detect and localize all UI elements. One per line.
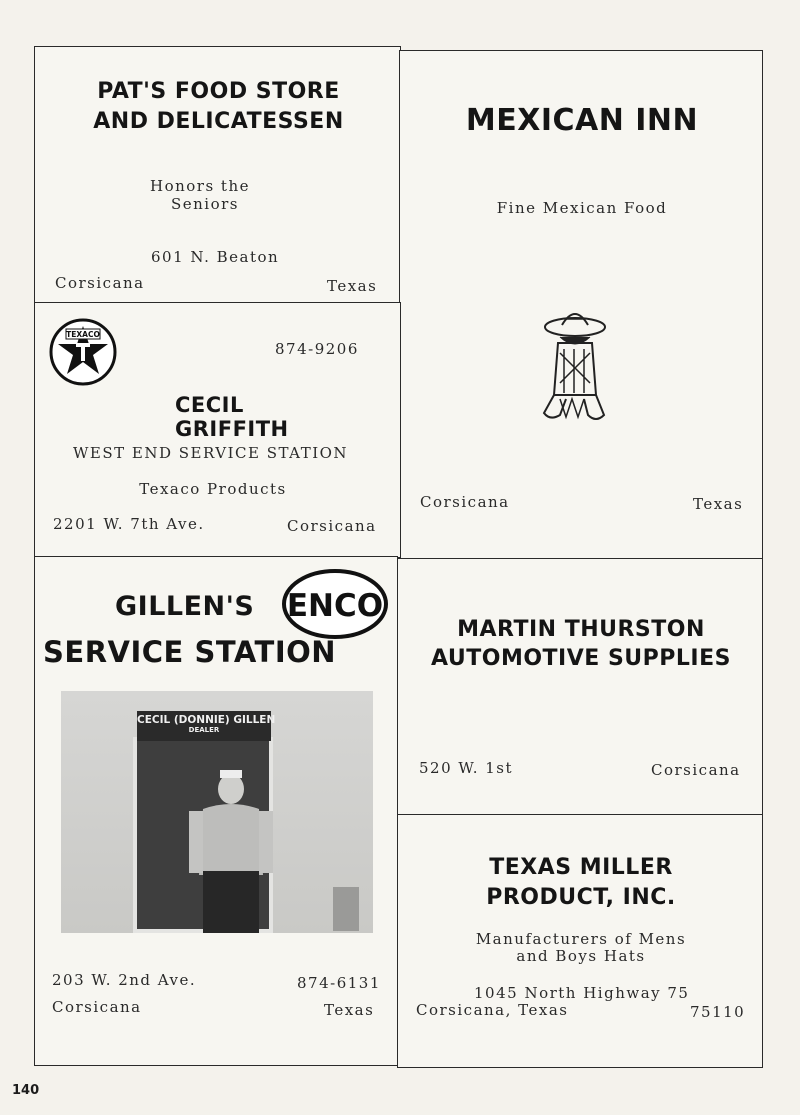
gillens-title-line1: GILLEN'S	[115, 591, 255, 622]
miller-desc-line2: and Boys Hats	[516, 947, 646, 965]
pats-address: 601 N. Beaton	[151, 248, 280, 266]
mexican-state: Texas	[693, 495, 744, 513]
cecil-city: Corsicana	[287, 517, 377, 535]
miller-city: Corsicana, Texas	[416, 1001, 569, 1019]
gillens-address: 203 W. 2nd Ave.	[52, 971, 197, 989]
cecil-phone: 874-9206	[275, 340, 359, 358]
gillens-title-line2: SERVICE STATION	[43, 635, 337, 669]
martin-address: 520 W. 1st	[419, 759, 513, 777]
martin-thurston-ad	[397, 558, 763, 816]
cecil-address: 2201 W. 7th Ave.	[53, 515, 205, 533]
cecil-products: Texaco Products	[139, 480, 287, 498]
martin-title-line1: MARTIN THURSTON	[457, 617, 705, 642]
cecil-griffith-ad	[34, 302, 401, 558]
photo-right-wall-detail	[333, 887, 359, 931]
pats-state: Texas	[327, 277, 378, 295]
pats-tagline-line2: Seniors	[170, 195, 239, 213]
martin-title-line2: AUTOMOTIVE SUPPLIES	[431, 646, 731, 671]
enco-logo	[281, 567, 389, 641]
pats-city: Corsicana	[55, 274, 145, 292]
miller-desc-line1: Manufacturers of Mens	[475, 930, 687, 948]
page-number: 140	[12, 1083, 40, 1098]
pats-food-store-ad	[34, 46, 401, 304]
miller-title-line2: PRODUCT, INC.	[486, 885, 676, 910]
miller-address: 1045 North Highway 75	[474, 984, 690, 1002]
photo-sign-sub: DEALER	[188, 726, 220, 734]
enco-logo-text: ENCO	[286, 588, 384, 624]
martin-city: Corsicana	[651, 761, 741, 779]
miller-zip: 75110	[690, 1003, 746, 1021]
texaco-logo-text: TEXACO	[66, 330, 100, 339]
pats-title-line1: PAT'S FOOD STORE	[97, 79, 340, 104]
texaco-star-logo	[48, 317, 118, 387]
gillens-state: Texas	[324, 1001, 375, 1019]
pats-tagline-line1: Honors the	[149, 177, 250, 195]
mexican-inn-ad	[399, 50, 763, 560]
mexican-title: MEXICAN INN	[465, 103, 699, 138]
mexican-city: Corsicana	[420, 493, 510, 511]
sombrero-man-illustration	[530, 303, 620, 433]
gillens-phone: 874-6131	[297, 974, 381, 992]
photo-attendant	[181, 767, 281, 933]
cecil-title: CECIL GRIFFITH	[175, 393, 289, 441]
station-photo	[61, 691, 373, 933]
cecil-station: WEST END SERVICE STATION	[73, 444, 349, 462]
photo-sign	[137, 711, 276, 741]
photo-sign-name: CECIL (DONNIE) GILLEN	[137, 714, 276, 726]
pats-title-line2: AND DELICATESSEN	[93, 109, 344, 134]
texas-miller-ad	[397, 814, 763, 1068]
mexican-tagline: Fine Mexican Food	[496, 199, 668, 217]
gillens-service-station-ad	[34, 556, 398, 1066]
miller-title-line1: TEXAS MILLER	[489, 855, 673, 880]
gillens-city: Corsicana	[52, 998, 142, 1016]
